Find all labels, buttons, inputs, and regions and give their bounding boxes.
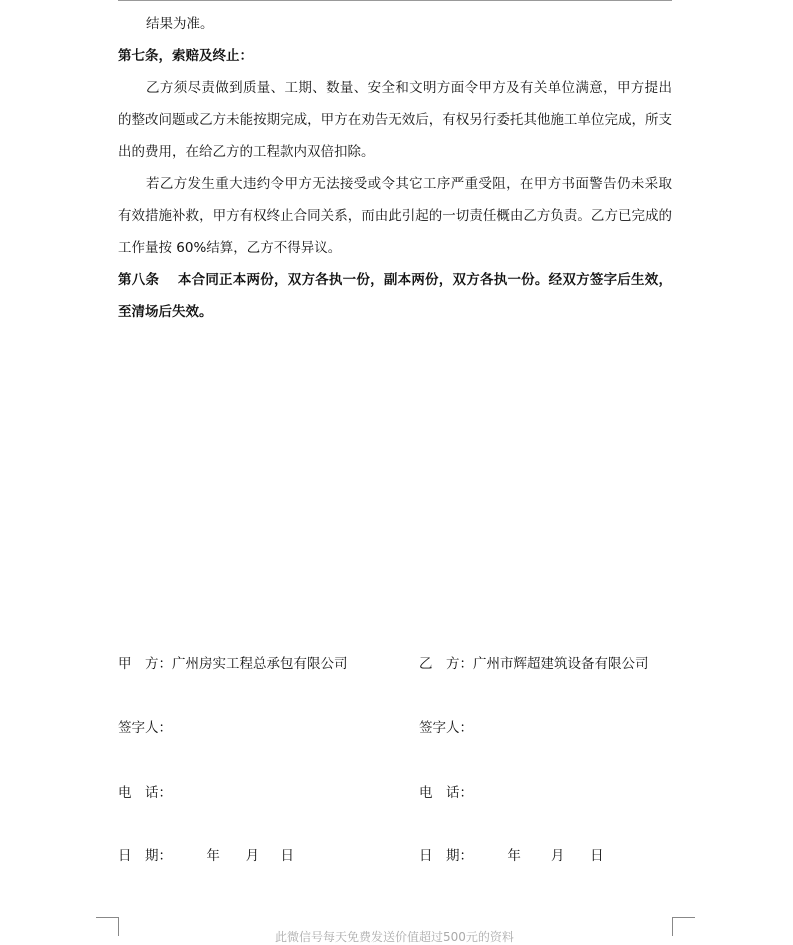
crop-mark-right-horizontal — [672, 917, 695, 918]
footer-watermark-text: 此微信号每天免费发送价值超过500元的资料 — [275, 930, 514, 944]
party-b-name: 乙 方：广州市辉超建筑设备有限公司 — [419, 656, 649, 672]
crop-mark-left-vertical — [118, 917, 119, 936]
party-b-signer-label: 签字人： — [419, 720, 473, 736]
article-8: 第八条 本合同正本两份，双方各执一份，副本两份，双方各执一份。经双方签字后生效，至清场后失效。 — [118, 272, 672, 320]
article-7-paragraph-1: 乙方须尽责做到质量、工期、数量、安全和文明方面令甲方及有关单位满意，甲方提出的整改问题或乙方未能按期完成，甲方在劝告无效后，有权另行委托其他施工单位完成，所支出的费用，在给乙方的工程款内双倍扣除。 — [118, 80, 672, 160]
party-a-signer-label: 签字人： — [118, 720, 172, 736]
party-a-name: 甲 方：广州房实工程总承包有限公司 — [118, 656, 348, 672]
page-top-border — [118, 0, 672, 1]
party-b-phone-label: 电 话： — [419, 785, 473, 801]
article-7-paragraph-2: 若乙方发生重大违约令甲方无法接受或令其它工序严重受阻，在甲方书面警告仍未采取有效措施补救，甲方有权终止合同关系，而由此引起的一切责任概由乙方负责。乙方已完成的工作量按 60%结算，乙方不得异议。 — [118, 176, 672, 256]
crop-mark-left-horizontal — [96, 917, 119, 918]
article-7-title: 第七条，索赔及终止： — [118, 48, 253, 64]
crop-mark-right-vertical — [672, 917, 673, 936]
party-a-phone-label: 电 话： — [118, 785, 172, 801]
party-a-date-label: 日 期： 年 月 日 — [118, 848, 295, 864]
party-b-date-label: 日 期： 年 月 日 — [419, 848, 604, 864]
continuation-text: 结果为准。 — [146, 16, 214, 32]
